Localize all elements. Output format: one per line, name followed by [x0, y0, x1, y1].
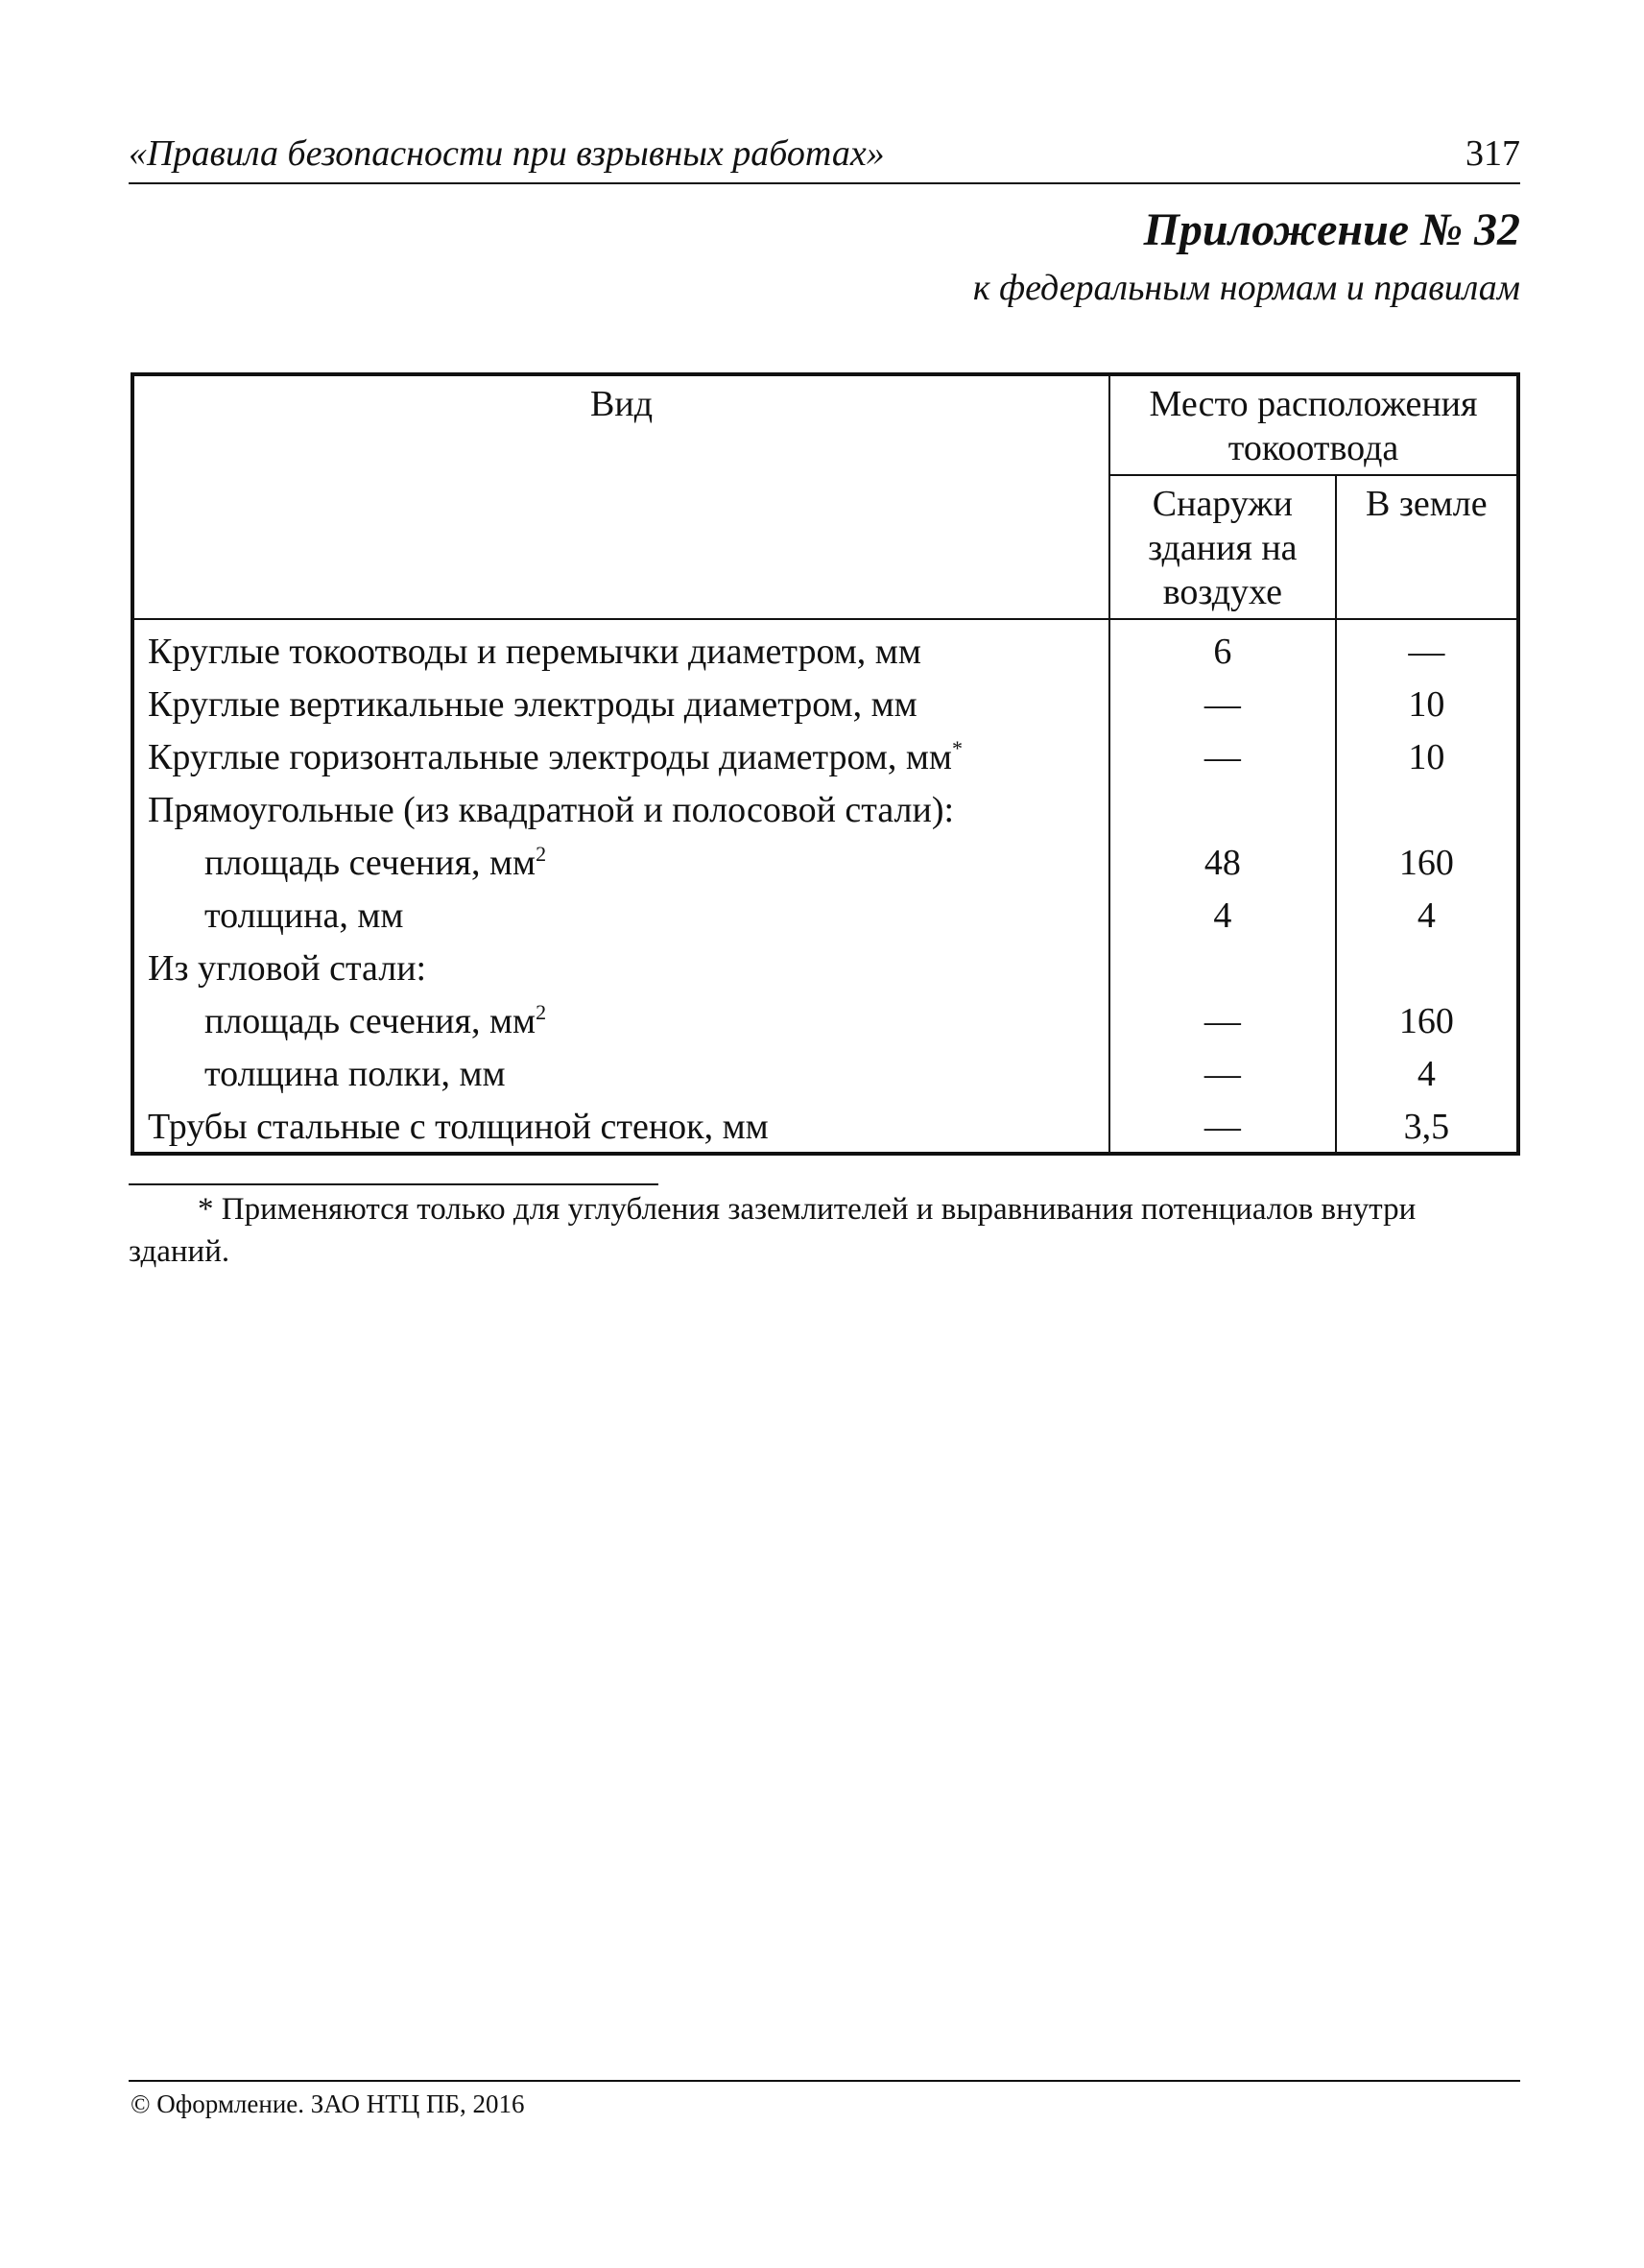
cell-ground: 4	[1336, 1048, 1518, 1101]
table-row	[132, 837, 1518, 890]
table-row	[132, 619, 1518, 679]
cell-ground: 160	[1336, 837, 1518, 890]
row-label: толщина, мм	[204, 895, 404, 936]
table-row	[132, 731, 1518, 784]
cell-air: 4	[1109, 890, 1336, 943]
table-row	[132, 1101, 1518, 1154]
header-air: Снаружи здания на воздухе	[1109, 475, 1336, 619]
cell-air: —	[1109, 1048, 1336, 1101]
footnote-marker: *	[951, 736, 963, 760]
table-row	[132, 679, 1518, 731]
cell-ground: 10	[1336, 731, 1518, 784]
table-row	[132, 995, 1518, 1048]
row-label: площадь сечения, мм	[204, 843, 536, 883]
cell-ground	[1336, 943, 1518, 995]
cell-air	[1109, 784, 1336, 837]
table-row	[132, 943, 1518, 995]
table-row	[132, 784, 1518, 837]
row-label: площадь сечения, мм	[204, 1001, 536, 1041]
header-location: Место расположения токоотвода	[1109, 374, 1518, 475]
cell-air: —	[1109, 1101, 1336, 1154]
running-title: «Правила безопасности при взрывных работах»	[129, 133, 885, 174]
cell-air	[1109, 943, 1336, 995]
cell-ground: 3,5	[1336, 1101, 1518, 1154]
footnote-divider	[129, 1183, 658, 1185]
row-label: Круглые вертикальные электроды диаметром, мм	[148, 684, 917, 725]
row-label: Круглые горизонтальные электроды диаметром, мм	[148, 737, 952, 777]
row-label: Трубы стальные с толщиной стенок, мм	[148, 1107, 769, 1147]
footer-divider	[129, 2080, 1520, 2082]
row-label-cell	[132, 731, 1109, 784]
header-ground: В земле	[1336, 475, 1518, 619]
cell-ground: 4	[1336, 890, 1518, 943]
header-kind: Вид	[132, 374, 1109, 619]
row-label-cell	[132, 837, 1109, 890]
superscript: 2	[536, 1000, 547, 1024]
row-label: Круглые токоотводы и перемычки диаметром, мм	[148, 632, 921, 672]
cell-ground: 10	[1336, 679, 1518, 731]
superscript: 2	[536, 842, 547, 866]
page-number: 317	[1465, 133, 1520, 174]
row-label: толщина полки, мм	[204, 1054, 506, 1094]
cell-air: —	[1109, 679, 1336, 731]
cell-air: 6	[1109, 619, 1336, 679]
table-row	[132, 1048, 1518, 1101]
cell-air: —	[1109, 995, 1336, 1048]
row-label: Прямоугольные (из квадратной и полосовой стали):	[148, 790, 955, 830]
cell-air: 48	[1109, 837, 1336, 890]
cell-air: —	[1109, 731, 1336, 784]
conductor-table	[131, 372, 1520, 1156]
appendix-title: Приложение № 32	[1143, 204, 1520, 255]
table-row	[132, 890, 1518, 943]
row-label: Из угловой стали:	[148, 948, 427, 989]
row-label-cell	[132, 995, 1109, 1048]
appendix-subtitle: к федеральным нормам и правилам	[972, 268, 1520, 308]
cell-ground: —	[1336, 619, 1518, 679]
cell-ground	[1336, 784, 1518, 837]
running-header	[129, 132, 1520, 184]
cell-ground: 160	[1336, 995, 1518, 1048]
footnote: * Применяются только для углубления заземлителей и выравнивания потенциалов внутри зданий.	[129, 1192, 1417, 1269]
footer-copyright: © Оформление. ЗАО НТЦ ПБ, 2016	[131, 2089, 525, 2118]
